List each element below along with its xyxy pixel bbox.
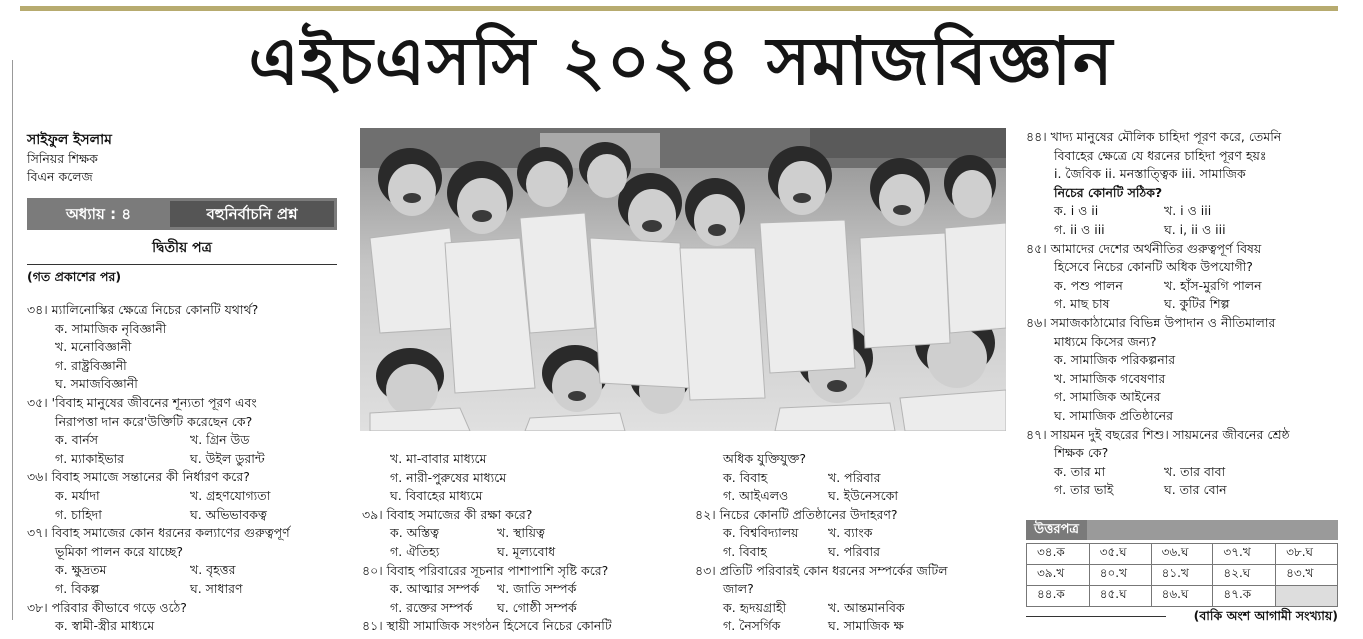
continued-note: (গত প্রকাশের পর): [27, 269, 122, 284]
left-rule: [12, 60, 13, 620]
question-text: জাল?: [723, 581, 754, 597]
column-3: [695, 450, 948, 636]
table-row: [1027, 544, 1338, 565]
options-row: [695, 599, 948, 618]
table-row: [1027, 565, 1338, 586]
option: ক. হৃদয়গ্রাহী: [723, 599, 787, 615]
option: খ. গ্রহণযোগ্যতা: [190, 487, 271, 503]
question-37: ৩৭। বিবাহ সমাজের কোন ধরনের কল্যাণের গুরুত্বপূর্ণ: [27, 525, 290, 541]
options-row: [27, 506, 290, 525]
option: গ. মাছ চাষ: [1054, 296, 1110, 312]
option: খ. পরিবার: [828, 469, 881, 485]
options-row: [1026, 463, 1290, 482]
question-42: ৪২। নিচের কোনটি প্রতিষ্ঠানের উদাহরণ?: [695, 506, 898, 522]
option: গ. নৈসর্গিক: [723, 618, 781, 634]
option: ক. অস্তিত্ব: [390, 525, 439, 541]
option: ক. স্বামী-স্ত্রীর মাধ্যমে: [55, 618, 155, 634]
option: গ. ম্যাকাইভার: [55, 450, 125, 466]
options-row: [1026, 221, 1290, 240]
option: ক. তার মা: [1054, 463, 1106, 479]
option: গ. বিকল্প: [55, 580, 100, 596]
answer-cell: ৪৫.ঘ: [1089, 586, 1151, 607]
options-row: [27, 431, 290, 450]
options-row: [1026, 481, 1290, 500]
question-38: ৩৮। পরিবার কীভাবে গড়ে ওঠে?: [27, 599, 187, 615]
option: গ. ঐতিহ্য: [390, 543, 440, 559]
option: খ. তার বাবা: [1164, 463, 1226, 479]
answer-sheet-heading: [1026, 520, 1338, 540]
option: খ. স্থায়িত্ব: [497, 525, 545, 541]
option: ঘ. তার বোন: [1164, 482, 1227, 498]
answer-table: [1026, 543, 1338, 607]
answer-cell: ৩৯.খ: [1027, 565, 1090, 586]
author-institution: বিএন কলেজ: [27, 169, 93, 184]
students-photo: [360, 128, 1006, 431]
options-row: [695, 524, 948, 543]
option: ক. i ও ii: [1054, 203, 1099, 219]
options-row: [1026, 202, 1290, 221]
option: খ. গ্রিন উড: [190, 432, 250, 448]
option: ক. বিবাহ: [723, 469, 768, 485]
option: ঘ. i, ii ও iii: [1164, 221, 1226, 237]
option: খ. সামাজিক গবেষণার: [1054, 370, 1166, 386]
option: ক. সামাজিক পরিকল্পনার: [1054, 352, 1176, 368]
option: গ. রাষ্ট্রবিজ্ঞানী: [55, 357, 127, 373]
option: গ. ii ও iii: [1054, 221, 1105, 237]
question-34: ৩৪। ম্যালিনোস্কির ক্ষেত্রে নিচের কোনটি যথার্থ?: [27, 302, 259, 317]
option: ঘ. গোষ্ঠী সম্পর্ক: [497, 599, 577, 615]
options-row: [695, 487, 948, 506]
author-name: সাইফুল ইসলাম: [27, 132, 112, 148]
options-row: [695, 617, 948, 636]
options-row: [362, 599, 612, 618]
option: গ. বিবাহ: [723, 543, 767, 559]
options-row: [1026, 295, 1290, 314]
question-text: নিচের কোনটি সঠিক?: [1054, 184, 1163, 200]
option: ঘ. সমাজবিজ্ঞানী: [55, 376, 138, 392]
column-1: [27, 301, 290, 636]
options-row: [27, 580, 290, 599]
question-47: ৪৭। সায়মন দুই বছরের শিশু। সায়মনের জীবনের শ্রেষ্ঠ: [1026, 426, 1290, 442]
option: ঘ. মূল্যবোধ: [497, 543, 556, 559]
option: ঘ. সামাজিক ক্ষ: [828, 618, 904, 634]
option: ঘ. বিবাহের মাধ্যমে: [390, 488, 483, 504]
column-4: [1026, 128, 1290, 500]
question-text: নিরাপত্তা দান করে'উক্তিটি করেছেন কে?: [55, 413, 253, 429]
chapter-label: অধ্যায় : ৪: [65, 205, 132, 223]
question-text: ভূমিকা পালন করে যাচ্ছে?: [55, 543, 183, 559]
answer-cell: ৩৬.ঘ: [1151, 544, 1213, 565]
options-row: [1026, 277, 1290, 296]
question-text: মাধ্যমে কিসের জন্য?: [1054, 333, 1157, 349]
option: ক. ক্ষুদ্রতম: [55, 562, 107, 578]
answer-cell: ৩৮.ঘ: [1276, 544, 1338, 565]
table-row: [1027, 586, 1338, 607]
paper-title: দ্বিতীয় পত্র: [27, 236, 337, 265]
answer-cell: ৪৭.ক: [1213, 586, 1276, 607]
option: খ. বৃহত্তর: [190, 562, 236, 578]
option: গ. রক্তের সম্পর্ক: [390, 599, 473, 615]
question-text: শিক্ষক কে?: [1054, 445, 1109, 461]
statements: i. জৈবিক ii. মনস্তাত্ত্বিক iii. সামাজিক: [1054, 166, 1246, 182]
option: খ. হাঁস-মুরগি পালন: [1164, 277, 1262, 293]
option: গ. তার ভাই: [1054, 482, 1114, 498]
options-row: [27, 561, 290, 580]
chapter-banner: [27, 198, 337, 230]
options-row: [695, 469, 948, 488]
answer-cell: ৪২.ঘ: [1213, 565, 1276, 586]
question-43: ৪৩। প্রতিটি পরিবারই কোন ধরনের সম্পর্কের জটিল: [695, 562, 948, 578]
answer-cell: ৩৪.ক: [1027, 544, 1090, 565]
option: খ. মা-বাবার মাধ্যমে: [390, 451, 487, 466]
option: ক. আত্মার সম্পর্ক: [390, 581, 480, 597]
answer-cell: ৪৪.ক: [1027, 586, 1090, 607]
option: ঘ. সাধারণ: [190, 580, 243, 596]
option: ঘ. পরিবার: [828, 543, 881, 559]
option: ঘ. কুটির শিল্প: [1164, 296, 1230, 312]
option: খ. মনোবিজ্ঞানী: [55, 339, 132, 355]
option: ঘ. সামাজিক প্রতিষ্ঠানের: [1054, 407, 1174, 423]
option: ঘ. অভিভাবকত্ব: [190, 506, 267, 522]
option: ক. বিশ্ববিদ্যালয়: [723, 525, 799, 541]
question-46: ৪৬। সমাজকাঠামোর বিভিন্ন উপাদান ও নীতিমালার: [1026, 314, 1276, 330]
answer-cell: ৪১.খ: [1151, 565, 1213, 586]
chapter-type: বহুনির্বাচনি প্রশ্ন: [170, 201, 334, 227]
option: গ. সামাজিক আইনের: [1054, 389, 1161, 405]
question-text: হিসেবে নিচের কোনটি অধিক উপযোগী?: [1054, 259, 1253, 275]
options-row: [27, 487, 290, 506]
option: গ. আইএলও: [723, 488, 789, 504]
answer-cell: ৩৭.খ: [1213, 544, 1276, 565]
options-row: [362, 524, 612, 543]
author-block: [27, 131, 112, 187]
question-35: ৩৫। 'বিবাহ মানুষের জীবনের শূন্যতা পূরণ এবং: [27, 394, 257, 410]
option: গ. চাহিদা: [55, 506, 102, 522]
option: ক. বার্নস: [55, 432, 98, 448]
question-44: ৪৪। খাদ্য মানুষের মৌলিক চাহিদা পূরণ করে, তেমনি: [1026, 129, 1282, 144]
option: খ. জাতি সম্পর্ক: [497, 581, 577, 597]
option: ক. সামাজিক নৃবিজ্ঞানী: [55, 320, 167, 336]
continued-next-note: (বাকি অংশ আগামী সংখ্যায়): [1193, 608, 1338, 623]
question-text: অধিক যুক্তিযুক্ত?: [723, 451, 807, 466]
question-36: ৩৬। বিবাহ সমাজে সন্তানের কী নির্ধারণ করে?: [27, 469, 250, 485]
option: খ. i ও iii: [1164, 203, 1212, 219]
question-45: ৪৫। আমাদের দেশের অর্থনীতির গুরুত্বপূর্ণ বিষয়: [1026, 240, 1262, 256]
question-text: বিবাহের ক্ষেত্রে যে ধরনের চাহিদা পূরণ হয়ঃ: [1054, 147, 1267, 163]
option: খ. ব্যাংক: [828, 525, 873, 541]
options-row: [695, 543, 948, 562]
question-40: ৪০। বিবাহ পরিবারের সূচনার পাশাপাশি সৃষ্টি করে?: [362, 562, 609, 578]
option: গ. নারী-পুরুষের মাধ্যমে: [390, 469, 507, 485]
option: ক. পশু পালন: [1054, 277, 1123, 293]
option: ঘ. ইউনেসকো: [828, 488, 899, 504]
option: ক. মর্যাদা: [55, 487, 100, 503]
answer-cell-empty: [1276, 586, 1338, 607]
question-41: ৪১। স্থায়ী সামাজিক সংগঠন হিসেবে নিচের কোনটি: [362, 618, 612, 634]
question-39: ৩৯। বিবাহ সমাজের কী রক্ষা করে?: [362, 506, 533, 522]
page-title: এইচএসসি ২০২৪ সমাজবিজ্ঞান: [248, 23, 1115, 100]
options-row: [362, 580, 612, 599]
top-rule: [20, 6, 1338, 11]
answer-cell: ৪০.খ: [1089, 565, 1151, 586]
answer-sheet-title: উত্তরপত্র: [1026, 520, 1087, 540]
options-row: [362, 543, 612, 562]
author-designation: সিনিয়র শিক্ষক: [27, 150, 98, 166]
answer-cell: ৪৬.ঘ: [1151, 586, 1213, 607]
column-2: [362, 450, 612, 636]
option: ঘ. উইল ডুরান্ট: [190, 450, 265, 466]
option: খ. আন্তমানবিক: [828, 599, 905, 615]
answer-cell: ৩৫.ঘ: [1089, 544, 1151, 565]
options-row: [27, 450, 290, 469]
answer-cell: ৪৩.খ: [1276, 565, 1338, 586]
